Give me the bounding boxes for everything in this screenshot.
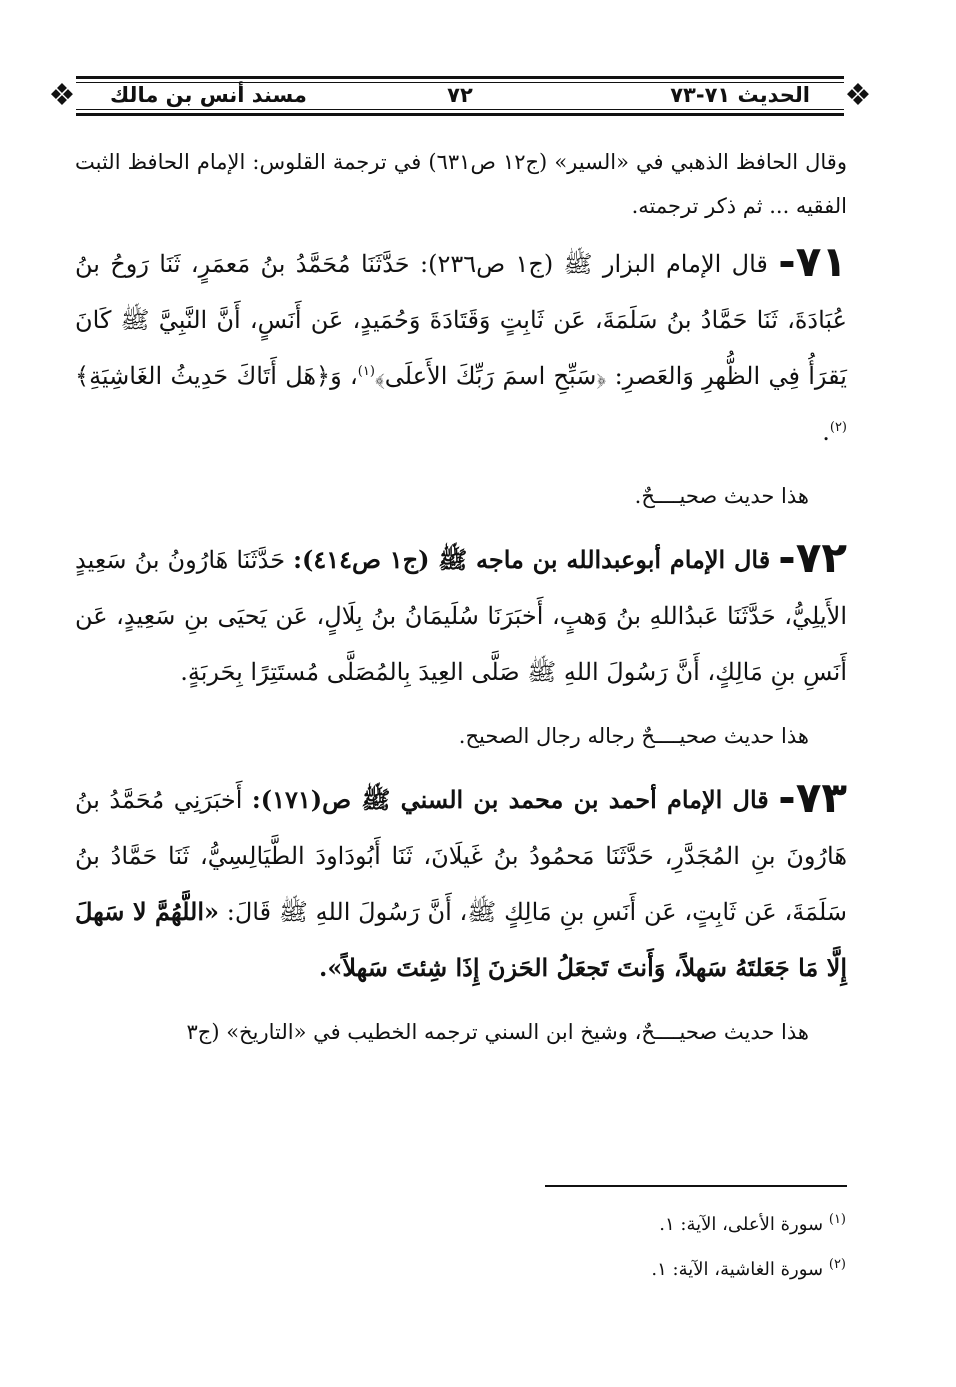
hadith-verdict: هذا حديث صحيــــحٌ. [634, 484, 809, 508]
hadith-attribution: قال الإمام أحمد بن محمد بن السني ﷺ ص(١٧١): [251, 785, 769, 814]
hadith-text: أَخبَرَنِي مُحَمَّدُ بنُ هَارُونَ بنِ المُجَدَّرِ، حَدَّثَنَا مَحمُودُ بنُ غَيلَانَ، ثَنَا أَبُودَاودَ الطَّيَالِسِيُّ، ثَنَا حَمَّادُ بنُ سَلَمَةَ، عَن ثَابِتٍ، عَن أَنَسِ بنِ مَالِكٍ ﷺ، أَنَّ رَسُولَ اللهِ ﷺ قَالَ: [75, 786, 847, 926]
hadith-verdict: هذا حديث صحيــــحٌ رجاله رجال الصحيح. [458, 724, 809, 748]
prophetic-quote: «اللَّهُمَّ لا سَهلَ إِلَّا مَا جَعَلتَهُ سَهلاً، وَأَنتَ تَجعَلُ الحَزنَ إِذَا شِئتَ سَهلاً». [75, 897, 847, 982]
hadith-dash: - [778, 773, 796, 822]
hadith-attribution: قال الإمام البزار ﷺ (ج١ ص٢٣٦): [419, 250, 768, 278]
footnote-1 [659, 1214, 846, 1235]
left-ornament-icon: ❖ [48, 78, 76, 113]
footnote-mark: (١) [828, 1212, 846, 1227]
footnote-ref: (١) [357, 364, 375, 379]
page-body [75, 140, 847, 1068]
footnote-text: سورة الأعلى، الآية: ١. [659, 1214, 824, 1235]
footnote-2 [651, 1259, 846, 1280]
hadith-number: ٧٢ [795, 533, 847, 582]
footnote-ref: (٢) [829, 420, 847, 435]
hadith-73 [75, 772, 847, 996]
header-book-title: مسند أنس بن مالك [110, 83, 307, 107]
hadith-text-end: . [822, 418, 830, 446]
hadith-attribution: قال الإمام أبوعبدالله بن ماجه ﷺ (ج١ ص٤١٤): [293, 545, 771, 574]
hadith-text: حَدَّثَنَا مُحَمَّدُ بنُ مَعمَرٍ، ثَنَا رَوحُ بنُ عُبَادَةَ، ثَنَا حَمَّادُ بنُ سَلَمَةَ، عَن ثَابِتٍ وَقَتَادَةَ وَحُمَيدٍ، عَن أَنَسٍ، أَنَّ النَّبِيَّ ﷺ كَانَ يَقرَأُ فِي الظُّهرِ وَالعَصرِ: ﴿سَبِّحِ اسمَ رَبِّكَ الأَعلَى﴾ [75, 250, 847, 390]
hadith-text-continued: ، وَ﴿هَل أَتَاكَ حَدِيثُ الغَاشِيَةِ﴾ [75, 362, 358, 390]
footnote-divider [545, 1185, 847, 1187]
hadith-text: حَدَّثَنَا هَارُونُ بنُ سَعِيدٍ الأَيلِيُّ، حَدَّثَنَا عَبدُاللهِ بنُ وَهبٍ، أَخبَرَنَا سُلَيمَانُ بنُ بِلَالٍ، عَن يَحيَى بنِ سَعِيدٍ، عَن أَنَسِ بنِ مَالِكٍ، أَنَّ رَسُولَ اللهِ ﷺ صَلَّى العِيدَ بِالمُصَلَّى مُستَتِرًا بِحَربَةٍ. [75, 546, 847, 686]
intro-paragraph: وقال الحافظ الذهبي في «السير» (ج١٢ ص٦٣١) في ترجمة القلوس: الإمام الحافظ الثبت الفقيه ... ثم ذكر ترجمته. [75, 150, 847, 218]
footnote-mark: (٢) [828, 1257, 846, 1272]
hadith-verdict: هذا حديث صحيــــحٌ، وشيخ ابن السني ترجمه الخطيب في «التاريخ» (ج٣ [186, 1020, 809, 1044]
hadith-number: ٧٣ [795, 773, 847, 822]
hadith-71 [75, 236, 847, 460]
hadith-dash: - [778, 237, 796, 286]
hadith-number: ٧١ [795, 237, 847, 286]
page-number: ٧٢ [447, 83, 473, 107]
footnote-text: سورة الغاشية، الآية: ١. [651, 1259, 824, 1280]
hadith-72 [75, 532, 847, 700]
running-header [48, 70, 872, 122]
right-ornament-icon: ❖ [844, 78, 872, 113]
hadith-dash: - [778, 533, 796, 582]
header-hadith-range: الحديث ٧١-٧٣ [670, 83, 810, 107]
